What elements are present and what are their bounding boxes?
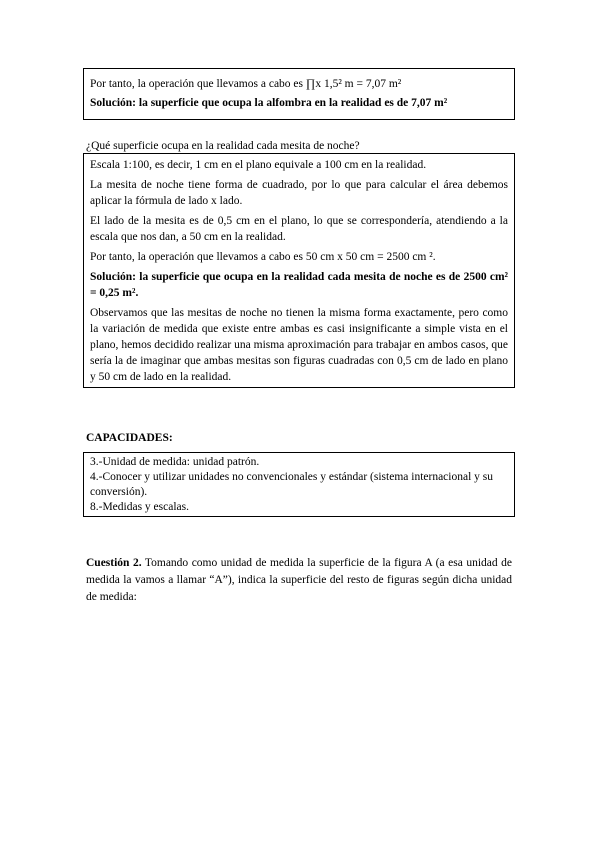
operation-line: Por tanto, la operación que llevamos a cabo es ∏x 1,5² m = 7,07 m²	[90, 78, 402, 90]
shape-paragraph: La mesita de noche tiene forma de cuadrado, por lo que para calcular el área debemos aplicar la fórmula de lado x lado.	[90, 179, 508, 207]
capacidades-box	[83, 452, 515, 517]
scale-paragraph: Escala 1:100, es decir, 1 cm en el plano equivale a 100 cm en la realidad.	[90, 159, 427, 171]
solution-paragraph: Solución: la superficie que ocupa en la realidad cada mesita de noche es de 2500 cm² = 0,25 m².	[90, 271, 508, 299]
cuestion-text: Tomando como unidad de medida la superficie de la figura A (a esa unidad de medida la vamos a llamar “A”), indica la superficie del resto de figuras según dicha unidad de medida:	[86, 557, 512, 603]
solution-line: Solución: la superficie que ocupa la alfombra en la realidad es de 7,07 m²	[90, 97, 448, 109]
result-box-alfombra	[83, 68, 515, 120]
operation-paragraph: Por tanto, la operación que llevamos a cabo es 50 cm x 50 cm = 2500 cm ².	[90, 251, 436, 263]
observation-paragraph: Observamos que las mesitas de noche no tienen la misma forma exactamente, pero como la variación de medida que existe entre ambas es casi insignificante a simple vista en el plano, hemos decidido realizar una misma aproximación para trabajar en ambos casos, que sería la de imaginar que ambas mesitas son figuras cuadradas con 0,5 cm de lado en plano y 50 cm de lado en la realidad.	[90, 307, 508, 383]
capacidad-item: 8.-Medidas y escalas.	[90, 501, 189, 513]
side-paragraph: El lado de la mesita es de 0,5 cm en el plano, lo que se correspondería, atendiendo a la escala que nos dan, a 50 cm en la realidad.	[90, 215, 508, 243]
capacidades-heading: CAPACIDADES:	[86, 432, 173, 444]
answer-box-mesita	[83, 153, 515, 388]
question-mesita: ¿Qué superficie ocupa en la realidad cada mesita de noche?	[86, 140, 360, 152]
capacidad-item: 4.-Conocer y utilizar unidades no convencionales y estándar (sistema internacional y su conversión).	[90, 471, 494, 498]
cuestion-label: Cuestión 2.	[86, 557, 142, 569]
capacidad-item: 3.-Unidad de medida: unidad patrón.	[90, 456, 260, 468]
cuestion-2	[86, 555, 512, 606]
